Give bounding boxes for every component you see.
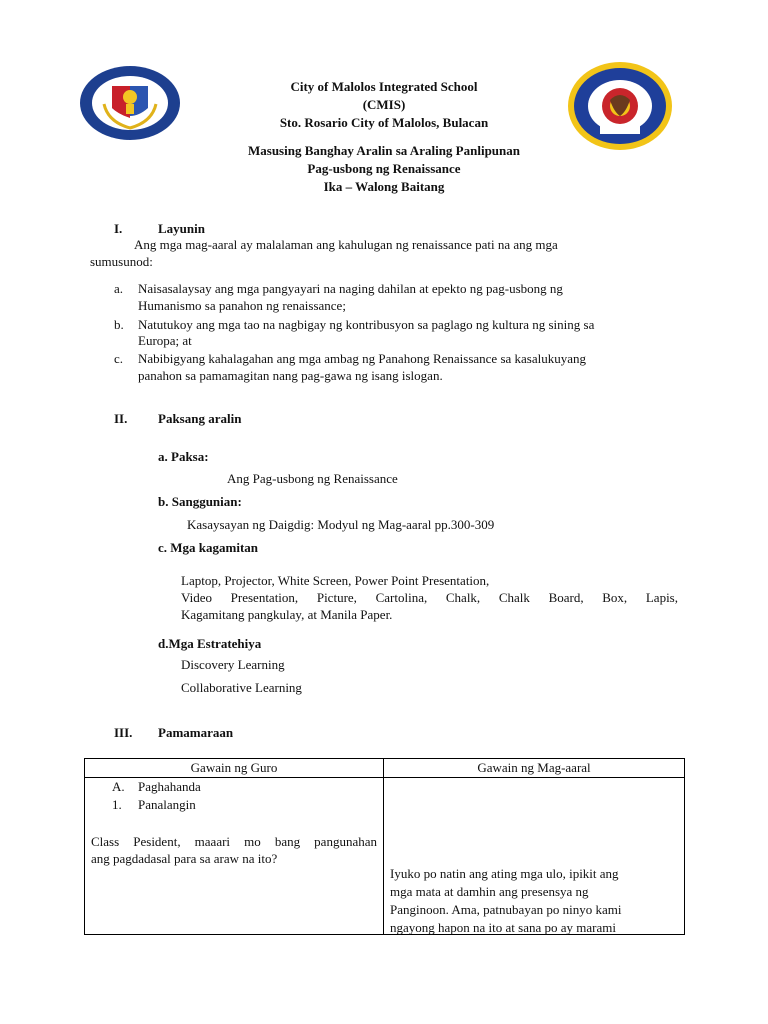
sanggunian-value: Kasaysayan ng Daigdig: Modyul ng Mag-aaral pp.300-309 — [187, 517, 495, 532]
objective-b-line2: Europa; at — [138, 333, 192, 348]
section1-intro-line2: sumusunod: — [90, 254, 153, 269]
objective-marker: c. — [114, 351, 124, 366]
section2-number: II. — [114, 411, 128, 426]
paksa-value: Ang Pag-usbong ng Renaissance — [227, 471, 398, 486]
kagamitan-line3: Kagamitang pangkulay, at Manila Paper. — [181, 607, 393, 622]
step-paghahanda: Paghahanda — [138, 779, 201, 794]
table-row — [85, 778, 685, 935]
student-response-line: Iyuko po natin ang ating mga ulo, ipikit ang — [390, 866, 619, 881]
paksa-label: a. Paksa: — [158, 449, 209, 464]
kagamitan-line2: Video Presentation, Picture, Cartolina, Chalk, Chalk Board, Box, Lapis, — [181, 590, 678, 605]
estratehiya-item: Discovery Learning — [181, 657, 285, 672]
step-marker: A. — [112, 779, 125, 794]
column-header-guro: Gawain ng Guro — [85, 759, 384, 778]
estratehiya-item: Collaborative Learning — [181, 680, 302, 695]
school-address: Sto. Rosario City of Malolos, Bulacan — [279, 115, 489, 130]
procedure-table — [84, 758, 685, 935]
objective-b-line1: Natutukoy ang mga tao na nagbigay ng kontribusyon sa paglago ng kultura ng sining sa — [138, 317, 595, 332]
school-abbreviation: (CMIS) — [362, 97, 406, 112]
lesson-topic-title: Pag-usbong ng Renaissance — [307, 161, 461, 176]
column-header-mag-aaral: Gawain ng Mag-aaral — [384, 759, 685, 778]
section2-title: Paksang aralin — [158, 411, 242, 426]
student-response-line: ngayong hapon na ito at sana po ay marami — [390, 920, 616, 935]
student-activity-cell — [384, 778, 685, 935]
objective-c-line1: Nabibigyang kahalagahan ang mga ambag ng Panahong Renaissance sa kasalukuyang — [138, 351, 586, 366]
grade-level: Ika – Walong Baitang — [323, 179, 445, 194]
objective-a-line2: Humanismo sa panahon ng renaissance; — [138, 298, 346, 313]
step-panalangin: Panalangin — [138, 797, 196, 812]
section1-number: I. — [114, 221, 123, 236]
teacher-prompt-line1: Class Pesident, maaari mo bang pangunahan — [91, 834, 377, 849]
student-response-line: mga mata at damhin ang presensya ng — [390, 884, 589, 899]
objective-marker: b. — [114, 317, 124, 332]
deped-seal-logo — [78, 64, 182, 142]
section3-number: III. — [114, 725, 133, 740]
section1-title: Layunin — [158, 221, 205, 236]
section1-intro-line1: Ang mga mag-aaral ay malalaman ang kahulugan ng renaissance pati na ang mga — [134, 237, 558, 252]
table-header-row — [85, 759, 685, 778]
kagamitan-label: c. Mga kagamitan — [158, 540, 259, 555]
objective-marker: a. — [114, 281, 124, 296]
lesson-plan-title: Masusing Banghay Aralin sa Araling Panlipunan — [247, 143, 520, 158]
school-name: City of Malolos Integrated School — [290, 79, 478, 94]
objective-c-line2: panahon sa pamamagitan nang pag-gawa ng isang islogan. — [138, 368, 443, 383]
teacher-activity-cell — [85, 778, 384, 935]
sanggunian-label: b. Sanggunian: — [158, 494, 242, 509]
objective-a-line1: Naisasalaysay ang mga pangyayari na naging dahilan at epekto ng pag-usbong ng — [138, 281, 563, 296]
kagamitan-line1: Laptop, Projector, White Screen, Power Point Presentation, — [181, 573, 490, 588]
step-marker: 1. — [112, 797, 122, 812]
section3-title: Pamamaraan — [158, 725, 234, 740]
teacher-prompt-line2: ang pagdadasal para sa araw na ito? — [91, 851, 278, 866]
estratehiya-label: d.Mga Estratehiya — [158, 636, 262, 651]
student-response-line: Panginoon. Ama, patnubayan po ninyo kami — [390, 902, 622, 917]
